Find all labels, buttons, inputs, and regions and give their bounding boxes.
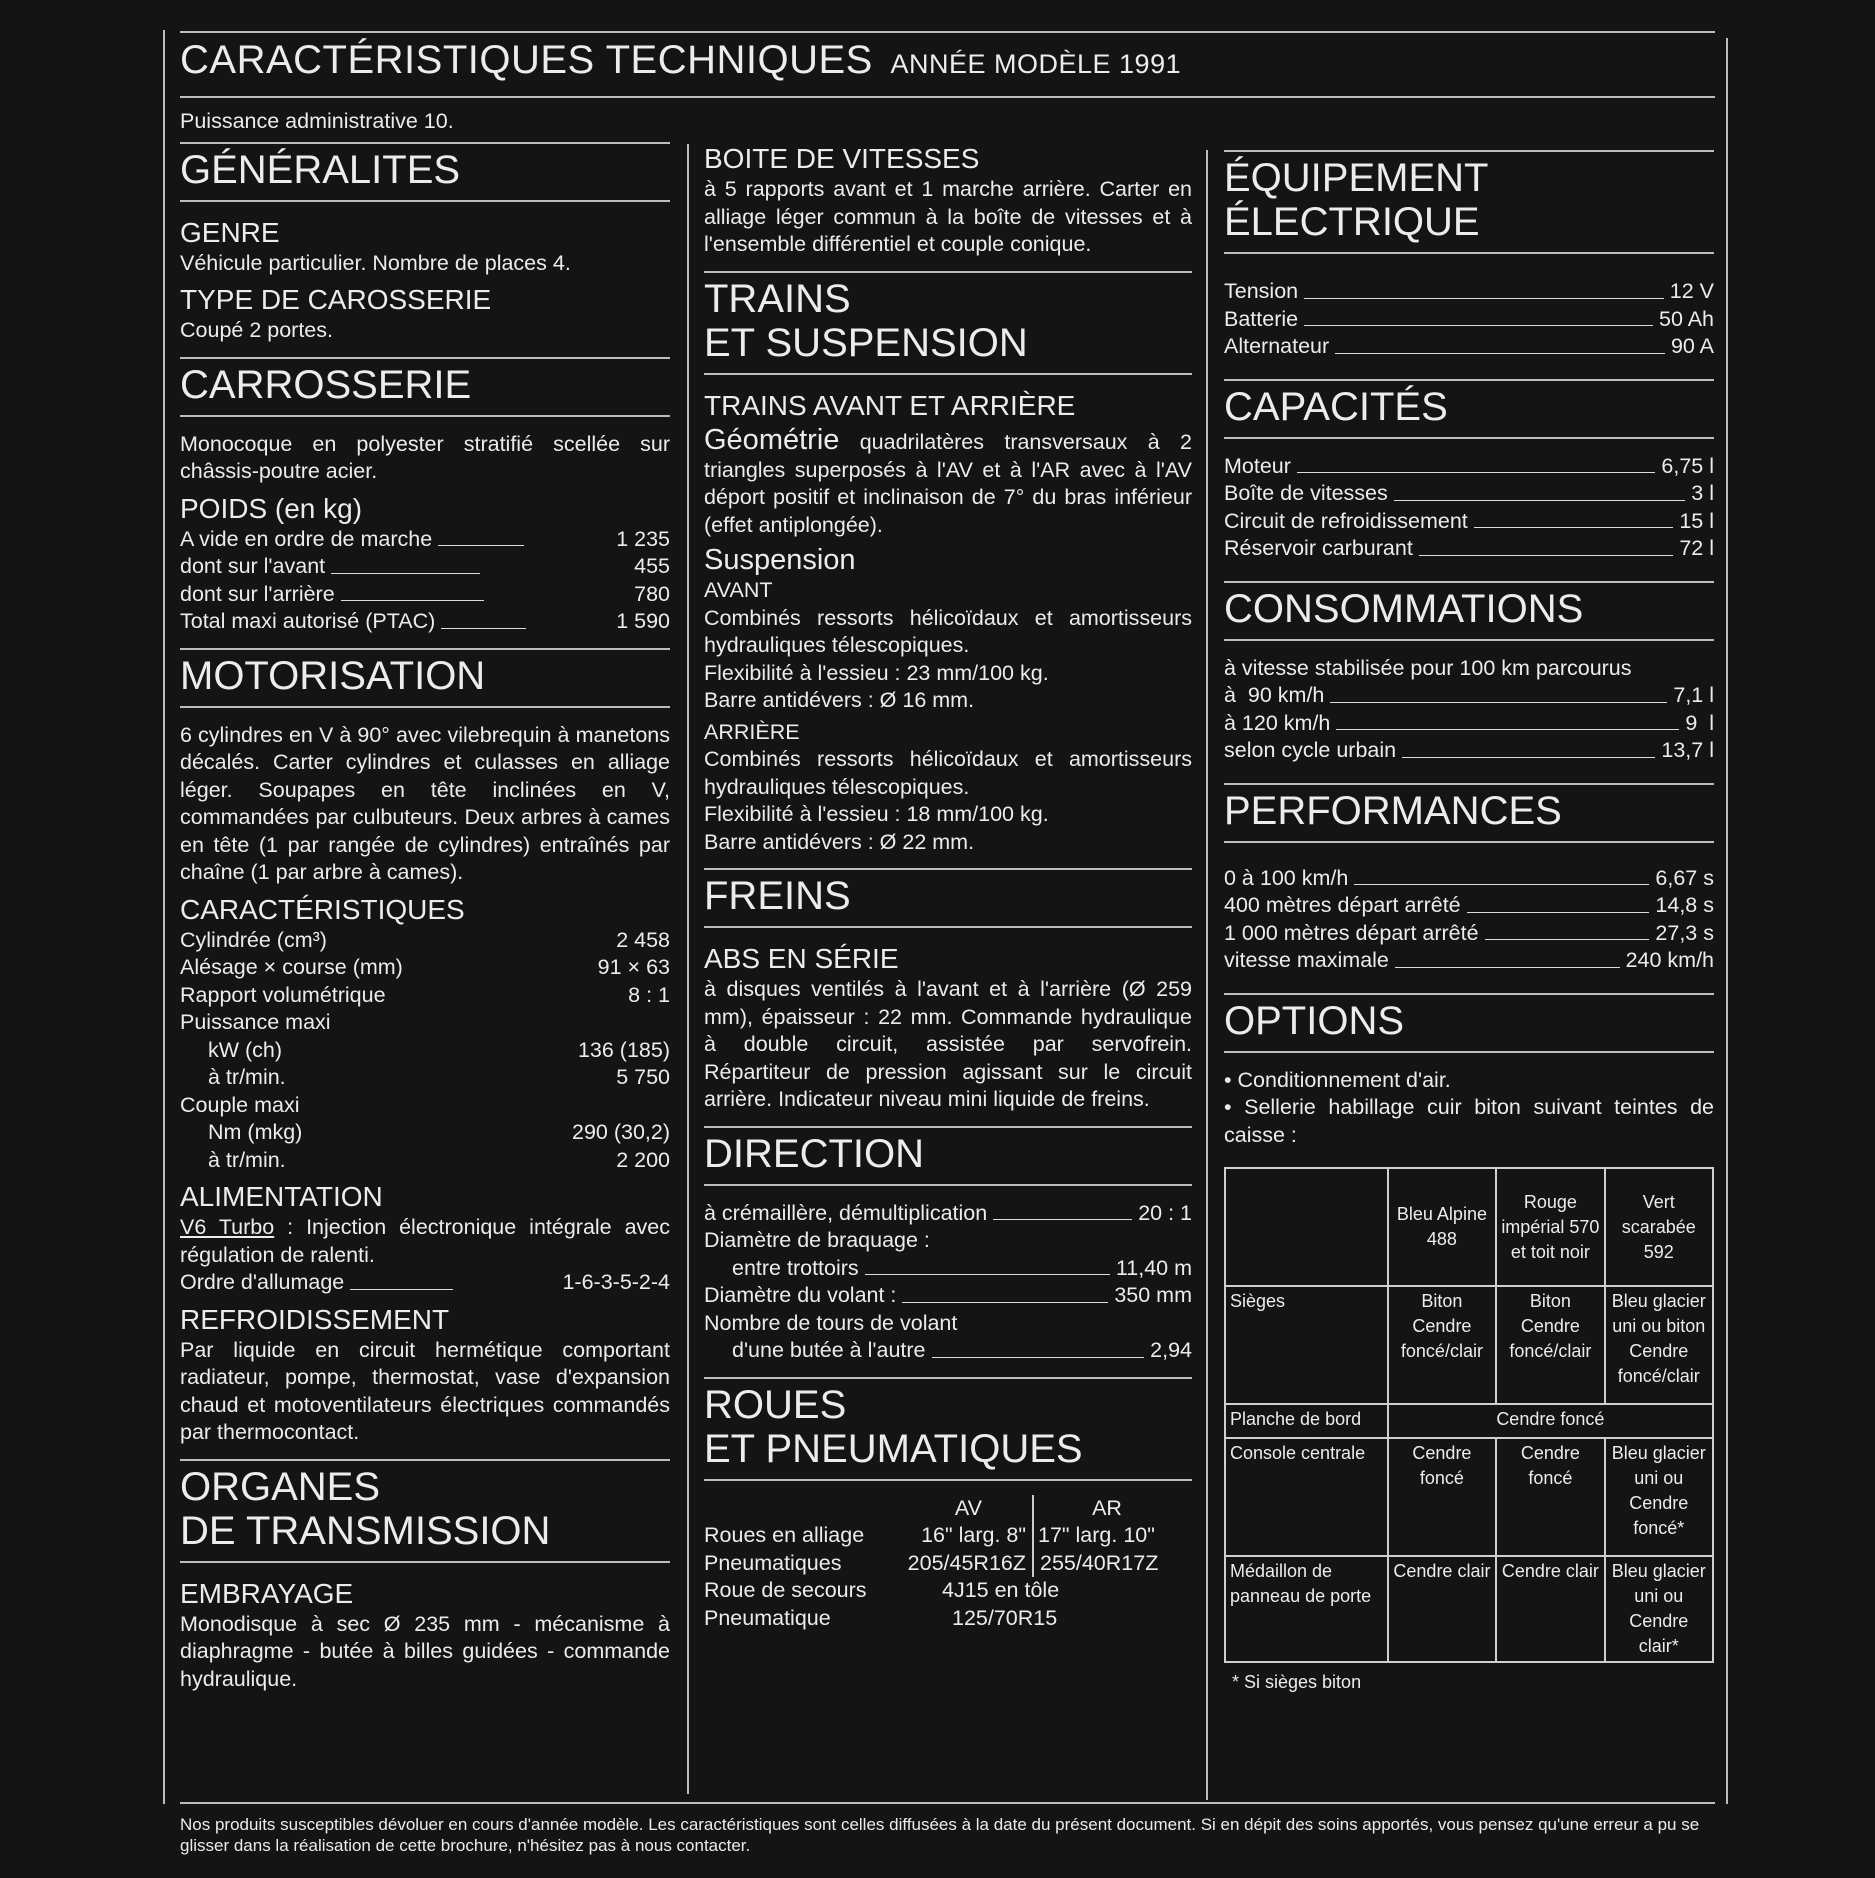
- electrique-heading-2: ÉLECTRIQUE: [1224, 200, 1480, 244]
- poids-row: [180, 608, 670, 636]
- spec-label: à tr/min.: [208, 1065, 286, 1089]
- spec-row: [1224, 278, 1714, 306]
- table-header: Vert scarabée 592: [1605, 1168, 1713, 1286]
- spec-row: [1224, 682, 1714, 710]
- section-trains: [704, 271, 1192, 375]
- leader-line: [441, 628, 525, 629]
- spec-label: Alternateur: [1224, 334, 1330, 358]
- option-bullet: • Sellerie habillage cuir biton suivant teintes de caisse :: [1224, 1095, 1714, 1147]
- avant-heading: AVANT: [704, 578, 773, 602]
- spec-label: à tr/min.: [208, 1147, 286, 1172]
- table-cell: Cendre clair: [1496, 1556, 1604, 1662]
- leader-line: [993, 1219, 1132, 1220]
- spec-value: 14,8 s: [1655, 893, 1714, 917]
- leader-line: [902, 1302, 1108, 1303]
- genre-text: Véhicule particulier. Nombre de places 4.: [180, 250, 571, 275]
- spec-label: Diamètre du volant :: [704, 1283, 897, 1307]
- refroidissement-heading: REFROIDISSEMENT: [180, 1303, 450, 1335]
- table-row: [1225, 1404, 1713, 1438]
- spec-value: 240 km/h: [1625, 948, 1714, 972]
- poids-label: A vide en ordre de marche: [180, 526, 433, 551]
- trains-sub-heading: TRAINS AVANT ET ARRIÈRE: [704, 389, 1076, 421]
- poids-row: [180, 553, 670, 581]
- poids-row: [180, 581, 670, 609]
- spec-value: 9 l: [1685, 710, 1714, 735]
- column-2: [704, 142, 1192, 1632]
- leader-line: [1467, 912, 1650, 913]
- spec-row: [1224, 306, 1714, 334]
- v6-turbo-label: V6 Turbo: [180, 1215, 275, 1239]
- caracteristiques-heading: CARACTÉRISTIQUES: [180, 893, 465, 925]
- option-bullet: • Conditionnement d'air.: [1224, 1067, 1451, 1092]
- poids-value: 455: [634, 554, 671, 578]
- roues-label: Pneumatique: [704, 1605, 831, 1630]
- table-cell: [1225, 1168, 1388, 1286]
- table-cell: Cendre foncé: [1496, 1438, 1604, 1556]
- spec-label: Puissance maxi: [180, 1010, 331, 1034]
- spec-label: Rapport volumétrique: [180, 982, 386, 1007]
- poids-list: [180, 526, 670, 636]
- refroidissement-text: Par liquide en circuit hermétique comportant radiateur, pompe, thermostat, vase d'expansion chaud et motoventilateurs électriques commandés par thermocontact.: [180, 1337, 670, 1444]
- leader-line: [438, 545, 524, 546]
- poids-row: [180, 526, 670, 554]
- spec-value: 13,7 l: [1661, 738, 1714, 762]
- spec-row: [704, 1282, 1192, 1310]
- page-title-year: ANNÉE MODÈLE 1991: [890, 49, 1182, 79]
- table-cell: Bleu glacier uni ou biton Cendre foncé/clair: [1605, 1286, 1713, 1404]
- spec-row: [704, 1200, 1192, 1228]
- spec-label: Nombre de tours de volant: [704, 1310, 958, 1335]
- arriere-text: Combinés ressorts hélicoïdaux et amortisseurs hydrauliques télescopiques.: [704, 747, 1192, 799]
- spec-value: 2,94: [1150, 1338, 1192, 1362]
- table-header: Rouge impérial 570 et toit noir: [1496, 1168, 1604, 1286]
- spec-label: Boîte de vitesses: [1224, 481, 1388, 505]
- table-header: Bleu Alpine 488: [1388, 1168, 1496, 1286]
- spec-value: 2 458: [616, 927, 670, 952]
- boite-heading: BOITE DE VITESSES: [704, 143, 980, 174]
- spec-row: [180, 1147, 670, 1175]
- table-cell: Biton Cendre foncé/clair: [1388, 1286, 1496, 1404]
- leader-line: [865, 1274, 1110, 1275]
- spec-row: [1224, 947, 1714, 975]
- section-motorisation: MOTORISATION: [180, 648, 670, 708]
- geometrie-desc: quadrilatères transversaux à 2 triangles superposés à l'AV et à l'AR avec à l'AV déport positif et inclinaison de 7° du bras inférieur (effet antiplongée).: [704, 429, 1192, 537]
- options-table: [1224, 1167, 1714, 1663]
- table-cell: Bleu glacier uni ou Cendre clair*: [1605, 1556, 1713, 1662]
- spec-row: [180, 982, 670, 1010]
- spec-label: à 120 km/h: [1224, 710, 1331, 735]
- section-direction: DIRECTION: [704, 1126, 1192, 1186]
- alimentation-desc: : Injection électronique intégrale avec régulation de ralenti.: [180, 1215, 670, 1267]
- title-bottom-rule: [180, 96, 1715, 98]
- spec-label: Alésage × course (mm): [180, 955, 403, 979]
- leader-line: [1354, 884, 1649, 885]
- spec-row: [180, 1037, 670, 1065]
- leader-line: [1402, 757, 1655, 758]
- table-row: [1225, 1168, 1713, 1286]
- spec-row: [1224, 535, 1714, 563]
- freins-text: à disques ventilés à l'avant et à l'arrière (Ø 259 mm), épaisseur : 22 mm. Commande hydraulique à double circuit, assistée par servofrein. Répartiteur de pression agissant sur le circuit arrière. Indicateur niveau mini liquide de freins.: [704, 977, 1192, 1111]
- roues-ar-value: 255/40R17Z: [1032, 1550, 1180, 1578]
- leader-line: [1336, 729, 1679, 730]
- embrayage-heading: EMBRAYAGE: [180, 1577, 354, 1609]
- alimentation-heading: ALIMENTATION: [180, 1181, 383, 1212]
- avant-barre: Barre antidévers : Ø 16 mm.: [704, 688, 975, 712]
- spec-value: 90 A: [1670, 334, 1714, 358]
- roues-table: [704, 1495, 1192, 1633]
- table-cell: Cendre foncé: [1388, 1404, 1713, 1438]
- footer-disclaimer: Nos produits susceptibles dévoluer en cours d'année modèle. Les caractéristiques sont celles diffusées à la date du présent document. Si en dépit des soins apportés, vous pensez qu'une erreur a pu se glisser dans la réalisation de cette brochure, n'hésitez pas à nous contacter.: [180, 1815, 1700, 1855]
- frame-right-rule: [1726, 38, 1728, 1804]
- leader-line: [1474, 527, 1674, 528]
- spec-label: 0 à 100 km/h: [1224, 865, 1349, 890]
- leader-line: [350, 1289, 453, 1290]
- spec-value: 136 (185): [577, 1037, 670, 1062]
- spec-label: Circuit de refroidissement: [1224, 508, 1468, 533]
- page-title: [180, 38, 1181, 83]
- spec-value: 1-6-3-5-2-4: [562, 1270, 671, 1294]
- spec-value: 7,1 l: [1673, 683, 1714, 707]
- spec-value: 15 l: [1679, 508, 1714, 533]
- spec-value: 91 × 63: [597, 955, 670, 979]
- carrosserie-text: Monocoque en polyester stratifié scellée sur châssis-poutre acier.: [180, 431, 670, 483]
- leader-line: [1304, 298, 1664, 299]
- spec-label: Couple maxi: [180, 1092, 300, 1117]
- type-carosserie-heading: TYPE DE CAROSSERIE: [180, 284, 492, 315]
- spec-row: [1224, 710, 1714, 738]
- leader-line: [1297, 472, 1655, 473]
- boite-text: à 5 rapports avant et 1 marche arrière. Carter en alliage léger commun à la boîte de vitesses et à l'ensemble différentiel et couple conique.: [704, 177, 1192, 256]
- table-footnote: * Si sièges biton: [1232, 1672, 1362, 1692]
- frame-left-rule: [163, 30, 165, 1804]
- spec-label: Nm (mkg): [208, 1120, 303, 1144]
- embrayage-text: Monodisque à sec Ø 235 mm - mécanisme à diaphragme - butée à billes guidées - commande hydraulique.: [180, 1611, 670, 1691]
- section-equipement-electrique: [1224, 150, 1714, 254]
- spec-label: Réservoir carburant: [1224, 536, 1413, 560]
- spec-value: 11,40 m: [1115, 1255, 1192, 1280]
- avant-flex: Flexibilité à l'essieu : 23 mm/100 kg.: [704, 660, 1049, 685]
- section-performances: PERFORMANCES: [1224, 783, 1714, 843]
- spec-label: Moteur: [1224, 453, 1291, 478]
- spec-label: Diamètre de braquage :: [704, 1228, 930, 1252]
- electrique-heading-1: ÉQUIPEMENT: [1224, 156, 1489, 200]
- spec-row: [1224, 333, 1714, 361]
- arriere-barre: Barre antidévers : Ø 22 mm.: [704, 829, 975, 854]
- table-cell: Bleu glacier uni ou Cendre foncé*: [1605, 1438, 1713, 1556]
- leader-line: [1419, 555, 1674, 556]
- table-cell: Cendre clair: [1388, 1556, 1496, 1662]
- column-divider-1: [687, 144, 689, 1794]
- roues-label: Pneumatiques: [704, 1550, 842, 1575]
- spec-value: 12 V: [1669, 279, 1714, 303]
- leader-line: [1394, 500, 1686, 501]
- arriere-heading: ARRIÈRE: [704, 719, 800, 744]
- roues-heading-1: ROUES: [704, 1382, 847, 1427]
- spec-row: [1224, 480, 1714, 508]
- section-generalites: GÉNÉRALITES: [180, 142, 670, 202]
- poids-label: Total maxi autorisé (PTAC): [180, 609, 436, 633]
- spec-row: [1224, 453, 1714, 481]
- spec-row: [1224, 865, 1714, 893]
- trains-heading-1: TRAINS: [704, 276, 851, 321]
- spec-label: kW (ch): [208, 1037, 283, 1062]
- roues-av-header: AV: [954, 1495, 982, 1520]
- leader-line: [1485, 939, 1650, 940]
- footer-top-rule: [180, 1802, 1715, 1804]
- abs-heading: ABS EN SÉRIE: [704, 943, 899, 974]
- puissance-administrative: Puissance administrative 10.: [180, 109, 454, 133]
- poids-label: dont sur l'avant: [180, 554, 326, 578]
- roues-pneu-value: 125/70R15: [952, 1605, 1058, 1630]
- table-cell: Biton Cendre foncé/clair: [1496, 1286, 1604, 1404]
- roues-label: Roue de secours: [704, 1578, 867, 1602]
- spec-row: [180, 1269, 670, 1297]
- column-divider-2: [1206, 150, 1208, 1800]
- consommations-intro: à vitesse stabilisée pour 100 km parcourus: [1224, 655, 1632, 680]
- section-organes: [180, 1459, 670, 1563]
- spec-row: [1224, 892, 1714, 920]
- roues-av-value: 205/45R16Z: [907, 1550, 1026, 1575]
- table-row: [1225, 1556, 1713, 1662]
- spec-label: vitesse maximale: [1224, 948, 1389, 972]
- column-1: [180, 108, 670, 1693]
- section-freins: FREINS: [704, 868, 1192, 928]
- genre-heading: GENRE: [180, 216, 280, 248]
- roues-av-value: 16" larg. 8": [921, 1523, 1026, 1547]
- alimentation-text: [180, 1214, 670, 1269]
- section-consommations: CONSOMMATIONS: [1224, 581, 1714, 641]
- section-options: OPTIONS: [1224, 993, 1714, 1053]
- spec-value: 50 Ah: [1659, 306, 1714, 331]
- leader-line: [1330, 702, 1667, 703]
- spec-label: Cylindrée (cm³): [180, 927, 327, 952]
- poids-value: 780: [634, 581, 671, 606]
- spec-value: 6,75 l: [1661, 453, 1714, 478]
- spec-value: 350 mm: [1114, 1283, 1192, 1307]
- spec-value: 6,67 s: [1655, 865, 1714, 890]
- spec-label: Ordre d'allumage: [180, 1270, 345, 1294]
- table-row: [1225, 1438, 1713, 1556]
- leader-line: [932, 1357, 1145, 1358]
- spec-row: [1224, 737, 1714, 765]
- column-3: [1224, 148, 1714, 1697]
- leader-line: [1335, 353, 1665, 354]
- spec-value: 290 (30,2): [571, 1120, 670, 1144]
- section-capacites: CAPACITÉS: [1224, 379, 1714, 439]
- spec-value: 72 l: [1679, 536, 1714, 560]
- title-top-rule: [180, 31, 1715, 33]
- poids-value: 1 590: [616, 609, 670, 633]
- table-row-header: Console centrale: [1225, 1438, 1388, 1556]
- spec-value: 8 : 1: [628, 982, 670, 1007]
- spec-row: [180, 927, 670, 955]
- roues-heading-2: ET PNEUMATIQUES: [704, 1426, 1083, 1471]
- motorisation-text: 6 cylindres en V à 90° avec vilebrequin à manetons décalés. Carter cylindres et culasses en alliage léger. Soupapes en tête inclinées en V, commandées par culbuteurs. Deux arbres à cames en tête (1 par rangée de cylindres) entraînés par chaîne (1 par arbre à cames).: [180, 722, 670, 884]
- spec-row: [704, 1255, 1192, 1283]
- spec-label: à crémaillère, démultiplication: [704, 1200, 988, 1225]
- spec-row: [180, 954, 670, 982]
- poids-label: dont sur l'arrière: [180, 581, 335, 606]
- spec-label: 1 000 mètres départ arrêté: [1224, 920, 1479, 945]
- roues-ar-value: 17" larg. 10": [1032, 1522, 1180, 1550]
- spec-label: 400 mètres départ arrêté: [1224, 893, 1461, 917]
- avant-text: Combinés ressorts hélicoïdaux et amortisseurs hydrauliques télescopiques.: [704, 605, 1192, 657]
- geometrie-text: [704, 423, 1192, 540]
- spec-label: à 90 km/h: [1224, 683, 1325, 707]
- leader-line: [341, 600, 485, 601]
- leader-line: [1304, 325, 1653, 326]
- spec-label: d'une butée à l'autre: [732, 1338, 926, 1362]
- table-cell: Cendre foncé: [1388, 1438, 1496, 1556]
- trains-heading-2: ET SUSPENSION: [704, 320, 1028, 365]
- spec-row: [1224, 508, 1714, 536]
- spec-value: 2 200: [616, 1147, 670, 1172]
- section-roues: [704, 1377, 1192, 1481]
- spec-label: entre trottoirs: [732, 1255, 859, 1280]
- roues-label: Roues en alliage: [704, 1523, 865, 1547]
- spec-row: [1224, 920, 1714, 948]
- section-carrosserie: CARROSSERIE: [180, 357, 670, 417]
- type-carosserie-text: Coupé 2 portes.: [180, 318, 333, 342]
- organes-heading-1: ORGANES: [180, 1464, 381, 1509]
- poids-heading: POIDS (en kg): [180, 492, 363, 524]
- organes-heading-2: DE TRANSMISSION: [180, 1508, 551, 1553]
- page-title-main: CARACTÉRISTIQUES TECHNIQUES: [180, 38, 873, 82]
- geometrie-heading: Géométrie: [704, 423, 840, 456]
- table-row-header: Médaillon de panneau de porte: [1225, 1556, 1388, 1662]
- spec-value: 20 : 1: [1138, 1200, 1192, 1225]
- table-row: [1225, 1286, 1713, 1404]
- spec-label: Batterie: [1224, 306, 1299, 331]
- leader-line: [331, 573, 480, 574]
- arriere-flex: Flexibilité à l'essieu : 18 mm/100 kg.: [704, 802, 1049, 826]
- table-row-header: Sièges: [1225, 1286, 1388, 1404]
- roues-secours-value: 4J15 en tôle: [942, 1578, 1060, 1602]
- spec-value: 27,3 s: [1655, 920, 1714, 945]
- spec-value: 3 l: [1691, 481, 1714, 505]
- leader-line: [1395, 967, 1620, 968]
- suspension-heading: Suspension: [704, 544, 856, 576]
- roues-ar-header: AR: [1032, 1495, 1180, 1523]
- spec-label: selon cycle urbain: [1224, 738, 1397, 762]
- table-row-header: Planche de bord: [1225, 1404, 1388, 1438]
- spec-label: Tension: [1224, 279, 1299, 303]
- spec-row: [704, 1337, 1192, 1365]
- spec-row: [180, 1119, 670, 1147]
- spec-value: 5 750: [616, 1065, 670, 1089]
- poids-value: 1 235: [616, 526, 670, 551]
- spec-row: [180, 1064, 670, 1092]
